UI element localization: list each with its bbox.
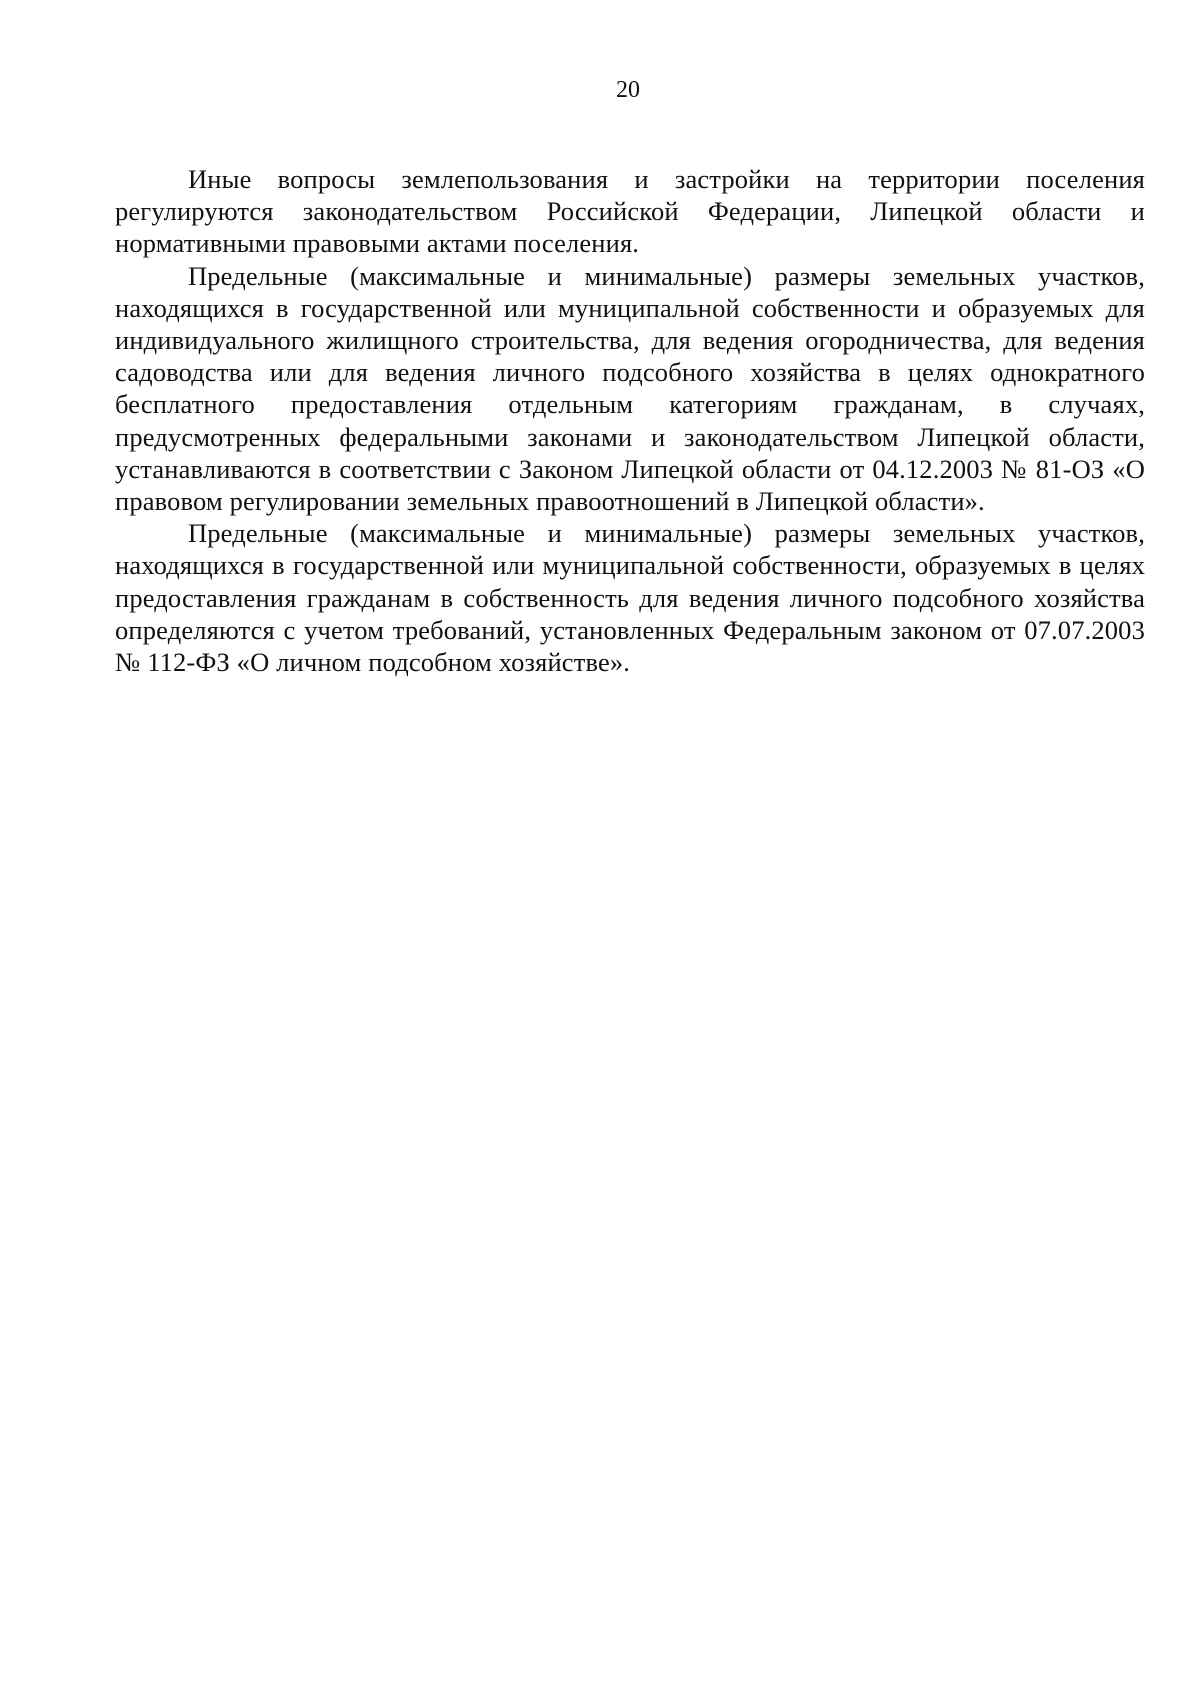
paragraph-subsidiary-farming-plot-sizes: Предельные (максимальные и минимальные) размеры земельных участков, находящихся в государственной или муниципальной собственности, образуемых в целях предоставления гражданам в собственность для ведения личного подсобного хозяйства определяются с учетом требований, установленных Федеральным законом от 07.07.2003 № 112-ФЗ «О личном подсобном хозяйстве». xyxy=(115,518,1145,678)
paragraph-free-provision-plot-sizes: Предельные (максимальные и минимальные) размеры земельных участков, находящихся в государственной или муниципальной собственности и образуемых для индивидуального жилищного строительства, для ведения огородничества, для ведения садоводства или для ведения личного подсобного хозяйства в целях однократного бесплатного предоставления отдельным категориям гражданам, в случаях, предусмотренных федеральными законами и законодательством Липецкой области, устанавливаются в соответствии с Законом Липецкой области от 04.12.2003 № 81-ОЗ «О правовом регулировании земельных правоотношений в Липецкой области». xyxy=(115,260,1145,517)
page-number: 20 xyxy=(616,77,640,103)
document-body xyxy=(115,163,1145,678)
paragraph-land-use-regulation: Иные вопросы землепользования и застройки на территории поселения регулируются законодательством Российской Федерации, Липецкой области и нормативными правовыми актами поселения. xyxy=(115,164,1145,259)
